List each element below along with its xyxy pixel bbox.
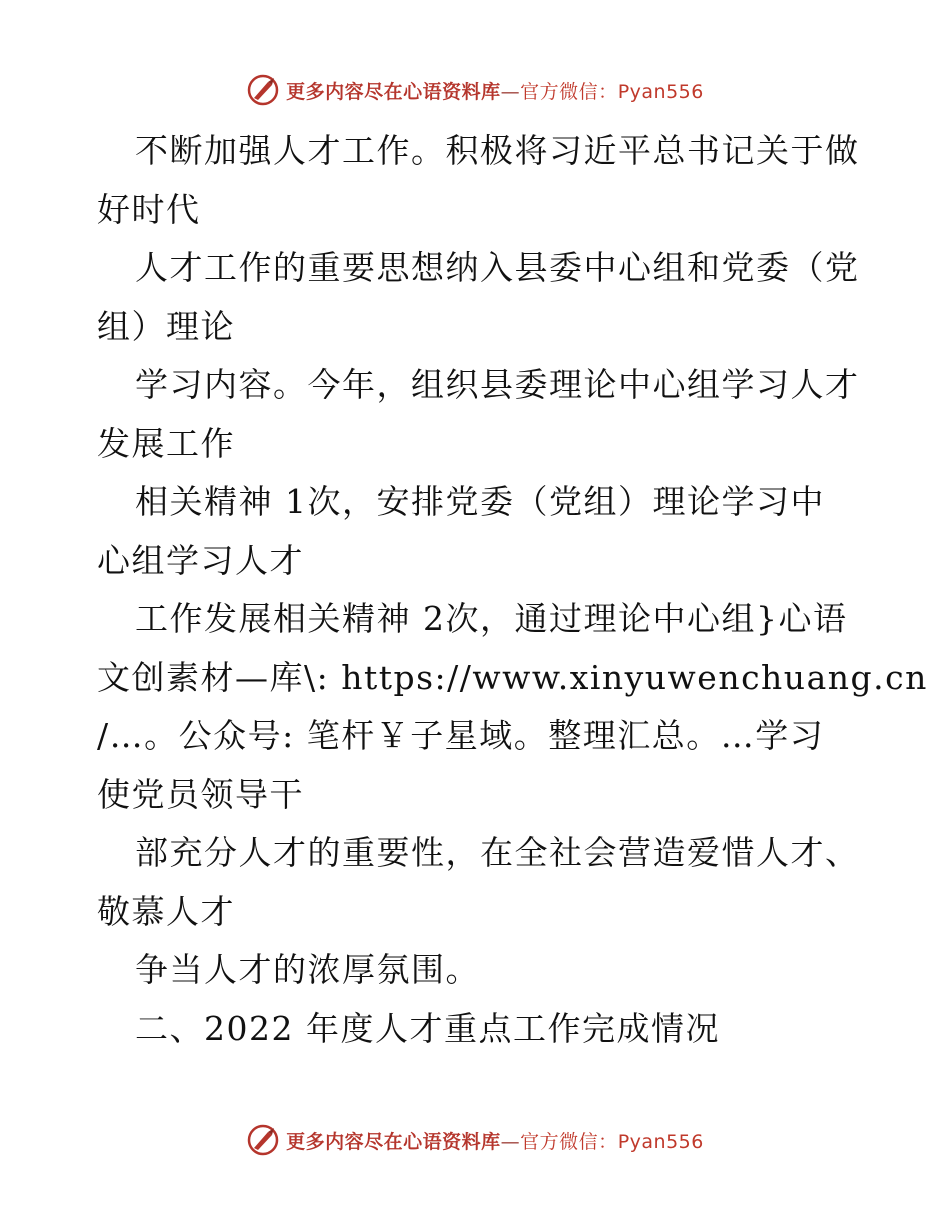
text-line: 相关精神 1次，安排党委（党组）理论学习中 [135,482,825,521]
text-line: 争当人才的浓厚氛围。 [135,950,480,989]
text-line: 二、2022 年度人才重点工作完成情况 [135,1008,720,1048]
text-line: /…。公众号: 笔杆￥子星域。整理汇总。…学习 [97,716,825,755]
watermark-text: 更多内容尽在心语资料库—官方微信：Pyan556 [286,1130,704,1153]
text-line: 心组学习人才 [97,540,304,580]
text-line: 发展工作 [97,423,235,463]
footer-watermark [0,1120,950,1160]
document-body [97,122,928,1058]
quill-pen-logo-icon [246,73,280,107]
watermark-text: 更多内容尽在心语资料库—官方微信：Pyan556 [286,80,704,103]
text-line: 工作发展相关精神 2次，通过理论中心组}心语 [135,599,848,638]
text-line: 敬慕人才 [97,891,235,931]
text-line: 文创素材—库\: https://www.xinyuwenchuang.cn [97,657,928,697]
quill-pen-logo-icon [246,1123,280,1157]
text-line: 学习内容。今年，组织县委理论中心组学习人才 [135,365,860,404]
header-watermark [0,70,950,110]
text-line: 部充分人才的重要性，在全社会营造爱惜人才、 [135,833,860,872]
text-line: 人才工作的重要思想纳入县委中心组和党委（党 [135,248,860,287]
text-line: 使党员领导干 [97,774,304,814]
text-line: 组）理论 [97,306,235,346]
text-line: 好时代 [97,189,201,229]
text-line: 不断加强人才工作。积极将习近平总书记关于做 [135,131,860,170]
